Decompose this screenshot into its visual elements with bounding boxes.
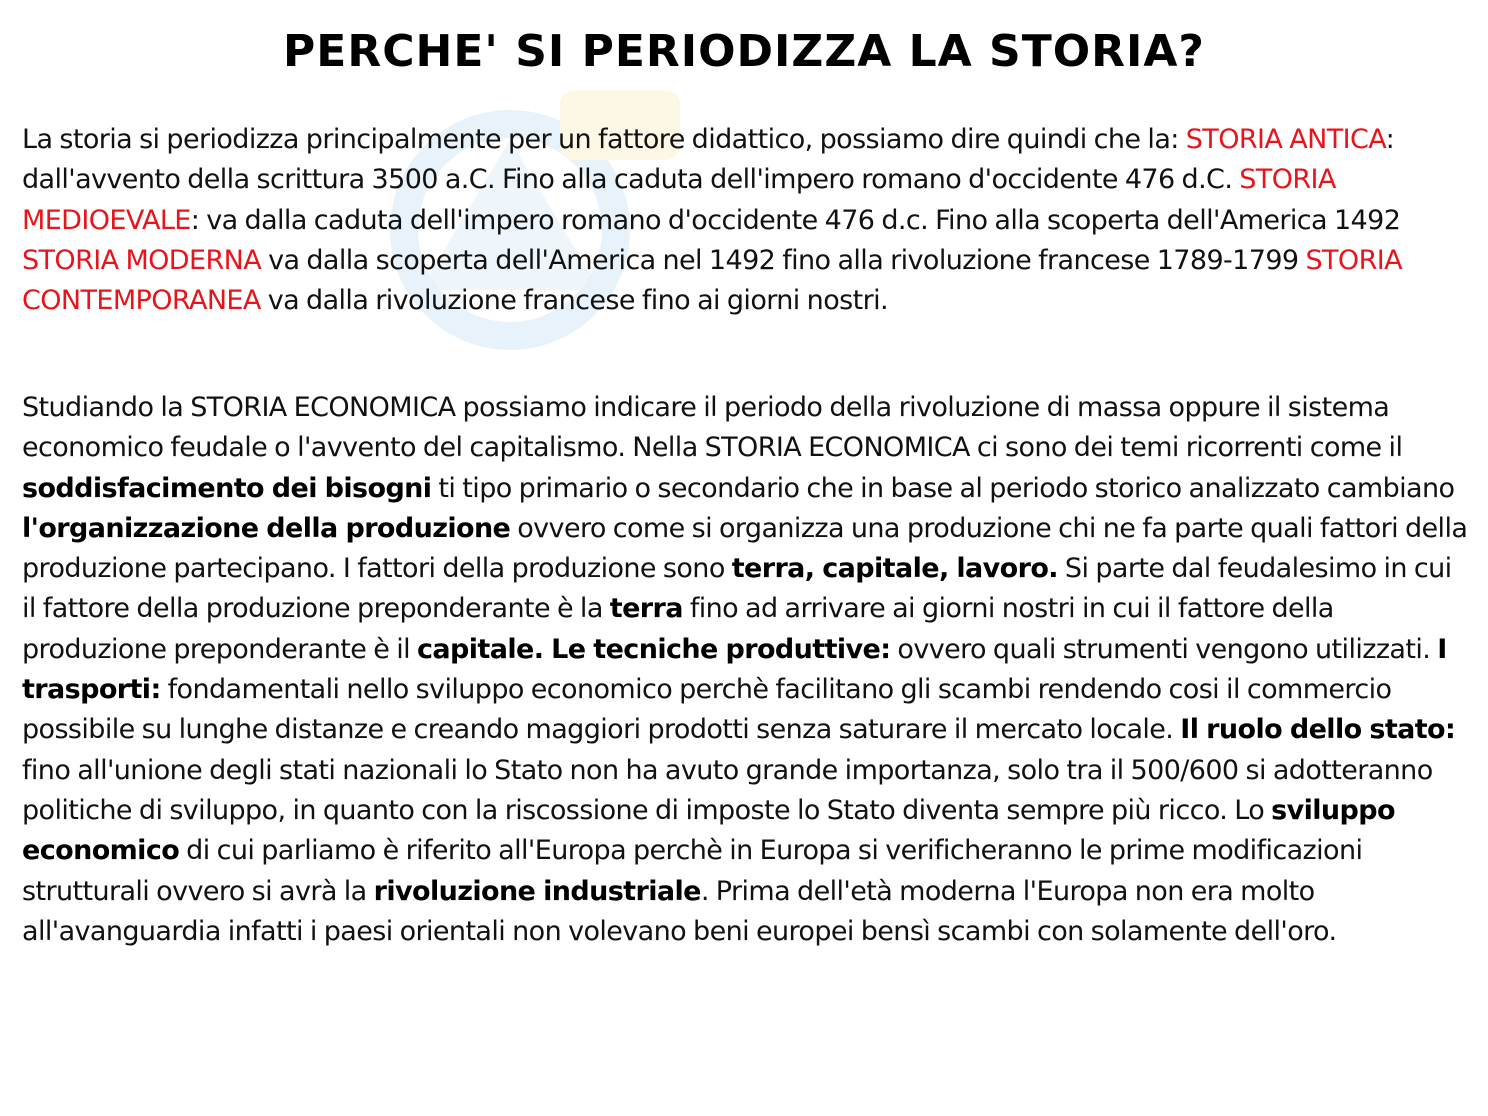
text-segment: fino all'unione degli stati nazionali lo Stato non ha avuto grande importanza, solo tra il 500/600 si adotteranno politiche di sviluppo, in quanto con la riscossione di imposte lo Stato diventa sempre più ricco. Lo xyxy=(22,754,1433,826)
highlight-storia-antica: STORIA ANTICA xyxy=(1185,124,1386,155)
bold-term: sviluppo economico xyxy=(22,794,1395,867)
paragraph-periodization xyxy=(22,120,1468,321)
paragraph-storia-economica xyxy=(22,388,1468,952)
bold-term: terra, capitale, lavoro. xyxy=(731,553,1058,585)
bold-term: l'organizzazione della produzione xyxy=(22,512,511,544)
bold-term: Il ruolo dello stato: xyxy=(1180,714,1456,746)
text-segment: di cui parliamo è riferito all'Europa perchè in Europa si verificheranno le prime modificazioni strutturali ovvero si avrà la xyxy=(22,835,1363,907)
bold-term: capitale. Le tecniche produttive: xyxy=(417,633,891,665)
text-segment: fondamentali nello sviluppo economico perchè facilitano gli scambi rendendo cosi il commercio possibile su lunghe distanze e creando maggiori prodotti senza saturare il mercato locale. xyxy=(22,674,1392,746)
text-segment: Studiando la STORIA ECONOMICA possiamo indicare il periodo della rivoluzione di massa oppure il sistema economico feudale o l'avvento del capitalismo. Nella STORIA ECONOMICA ci sono dei temi ricorrenti come il xyxy=(22,392,1403,464)
text-segment: va dalla rivoluzione francese fino ai giorni nostri. xyxy=(260,285,888,317)
text-segment: ovvero come si organizza una produzione chi ne fa parte quali fattori della produzione partecipano. I fattori della produzione sono xyxy=(22,512,1468,585)
text-segment: La storia si periodizza principalmente per un fattore didattico, possiamo dire quindi che la: xyxy=(22,124,1186,155)
text-segment: va dalla scoperta dell'America nel 1492 fino alla rivoluzione francese 1789-1799 xyxy=(261,244,1306,276)
text-segment: ti tipo primario o secondario che in base al periodo storico analizzato cambiano xyxy=(431,472,1455,504)
highlight-storia-medioevale: STORIA MEDIOEVALE xyxy=(22,164,1336,236)
bold-term: I trasporti: xyxy=(22,633,1447,706)
page-title: PERCHE' SI PERIODIZZA LA STORIA? xyxy=(283,26,1205,77)
text-segment: Si parte dal feudalesimo in cui il fattore della produzione preponderante è la xyxy=(22,553,1452,625)
bold-term: soddisfacimento dei bisogni xyxy=(22,472,432,504)
bold-term: rivoluzione industriale xyxy=(373,875,701,907)
text-segment: ovvero quali strumenti vengono utilizzati. xyxy=(890,633,1438,665)
text-segment: : dall'avvento della scrittura 3500 a.C. Fino alla caduta dell'impero romano d'occidente 476 d.C. xyxy=(22,124,1395,196)
highlight-storia-moderna: STORIA MODERNA xyxy=(22,244,262,276)
bold-term: terra xyxy=(609,593,683,625)
text-segment: fino ad arrivare ai giorni nostri in cui il fattore della produzione preponderante è il xyxy=(22,593,1334,665)
text-segment: . Prima dell'età moderna l'Europa non era molto all'avanguardia infatti i paesi orientali non volevano beni europei bensì scambi con solamente dell'oro. xyxy=(22,875,1337,947)
highlight-storia-contemporanea: STORIA CONTEMPORANEA xyxy=(22,244,1402,317)
text-segment: : va dalla caduta dell'impero romano d'occidente 476 d.c. Fino alla scoperta dell'America 1492 xyxy=(190,204,1401,236)
